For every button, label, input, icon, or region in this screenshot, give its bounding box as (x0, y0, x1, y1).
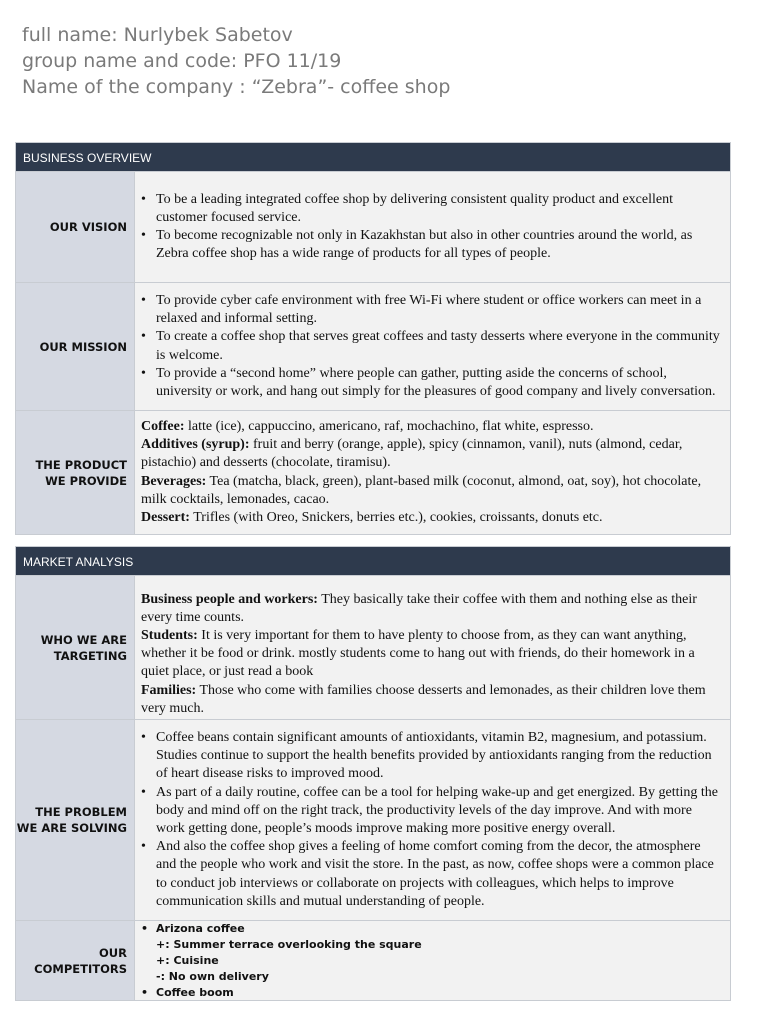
targeting-row (15, 576, 731, 720)
vision-content (135, 172, 730, 282)
coffee-paragraph: Coffee: latte (ice), cappuccino, americano, raf, mochachino, flat white, espresso. (141, 418, 594, 434)
problem-item: • As part of a daily routine, coffee can be a tool for helping wake-up and get energized. By getting the body and mind off on the right track, the productivity levels of the day improve. And with more work getting done, people’s moods improve making more positive energy overall. (141, 784, 722, 839)
company-line: Name of the company : “Zebra”- coffee shop (22, 76, 451, 98)
competitors-row (15, 921, 731, 1001)
vision-row (15, 172, 731, 283)
students-paragraph: Students: It is very important for them to have plenty to choose from, as they can want anything, whether it be food or drink. mostly students come to hang out with friends, do their homework in a quiet place, or just read a book (141, 627, 695, 680)
problem-content (135, 720, 730, 920)
mission-item: • To provide cyber cafe environment with free Wi-Fi where student or office workers can meet in a relaxed and informal setting. (141, 292, 722, 328)
mission-item: • To provide a “second home” where people can gather, putting aside the concerns of school, university or work, and hang out simply for the pleasures of good company and lively conversation. (141, 365, 722, 401)
targeting-label: WHO WE ARE TARGETING (16, 576, 135, 719)
vision-item: • To be a leading integrated coffee shop by delivering consistent quality product and excellent customer focused service. (141, 191, 722, 227)
market-analysis-title: MARKET ANALYSIS (15, 546, 731, 576)
business-overview-title: BUSINESS OVERVIEW (15, 142, 731, 172)
competitor-pro: +: Cuisine (156, 953, 219, 967)
competitor-name: • Coffee boom (156, 985, 234, 999)
beverages-paragraph: Beverages: Tea (matcha, black, green), plant-based milk (coconut, almond, oat, soy), hot chocolate, milk cocktails, lemonades, cacao. (141, 473, 702, 507)
product-row (15, 411, 731, 535)
business-overview-section (15, 142, 731, 535)
vision-item: • To become recognizable not only in Kazakhstan but also in other countries around the world, as Zebra coffee shop has a wide range of products for all types of people. (141, 227, 722, 263)
business-people-paragraph: Business people and workers: They basically take their coffee with them and nothing else as their every time counts. (141, 591, 697, 625)
competitor-item (141, 985, 722, 1001)
problem-label: THE PROBLEM WE ARE SOLVING (16, 720, 135, 920)
market-analysis-section (15, 546, 731, 1001)
competitor-con: -: No own delivery (156, 969, 269, 983)
targeting-content (135, 576, 730, 719)
document-header (22, 22, 450, 100)
mission-item: • To create a coffee shop that serves great coffees and tasty desserts where everyone in the community is welcome. (141, 328, 722, 364)
problem-item: • Coffee beans contain significant amounts of antioxidants, vitamin B2, magnesium, and potassium. Studies continue to support the health benefits provided by antioxidants ranging from the reduction of heart disease risks to improved mood. (141, 729, 722, 784)
competitor-item (141, 921, 722, 985)
product-label: THE PRODUCT WE PROVIDE (16, 411, 135, 534)
families-paragraph: Families: Those who come with families choose desserts and lemonades, as their children love them very much. (141, 682, 706, 716)
mission-content (135, 283, 730, 410)
competitor-pro: +: Summer terrace overlooking the square (156, 937, 422, 951)
product-content (135, 411, 730, 534)
dessert-paragraph: Dessert: Trifles (with Oreo, Snickers, berries etc.), cookies, croissants, donuts etc. (141, 509, 603, 525)
mission-row (15, 283, 731, 411)
problem-row (15, 720, 731, 921)
group-line: group name and code: PFO 11/19 (22, 50, 342, 72)
competitor-name: • Arizona coffee (156, 921, 245, 935)
competitors-label: OUR COMPETITORS (16, 921, 135, 1000)
vision-label: OUR VISION (16, 172, 135, 282)
competitors-content (135, 921, 730, 1000)
full-name-line: full name: Nurlybek Sabetov (22, 24, 293, 46)
mission-label: OUR MISSION (16, 283, 135, 410)
problem-item: • And also the coffee shop gives a feeling of home comfort coming from the decor, the atmosphere and the people who work and visit the store. In the past, as now, coffee shops were a common place to conduct job interviews or collaborate on projects with colleagues, which helps to improve communication skills and mutual understanding of people. (141, 838, 722, 911)
additives-paragraph: Additives (syrup): fruit and berry (orange, apple), spicy (cinnamon, vanil), nuts (almond, cedar, pistachio) and desserts (chocolate, tiramisu). (141, 437, 683, 471)
